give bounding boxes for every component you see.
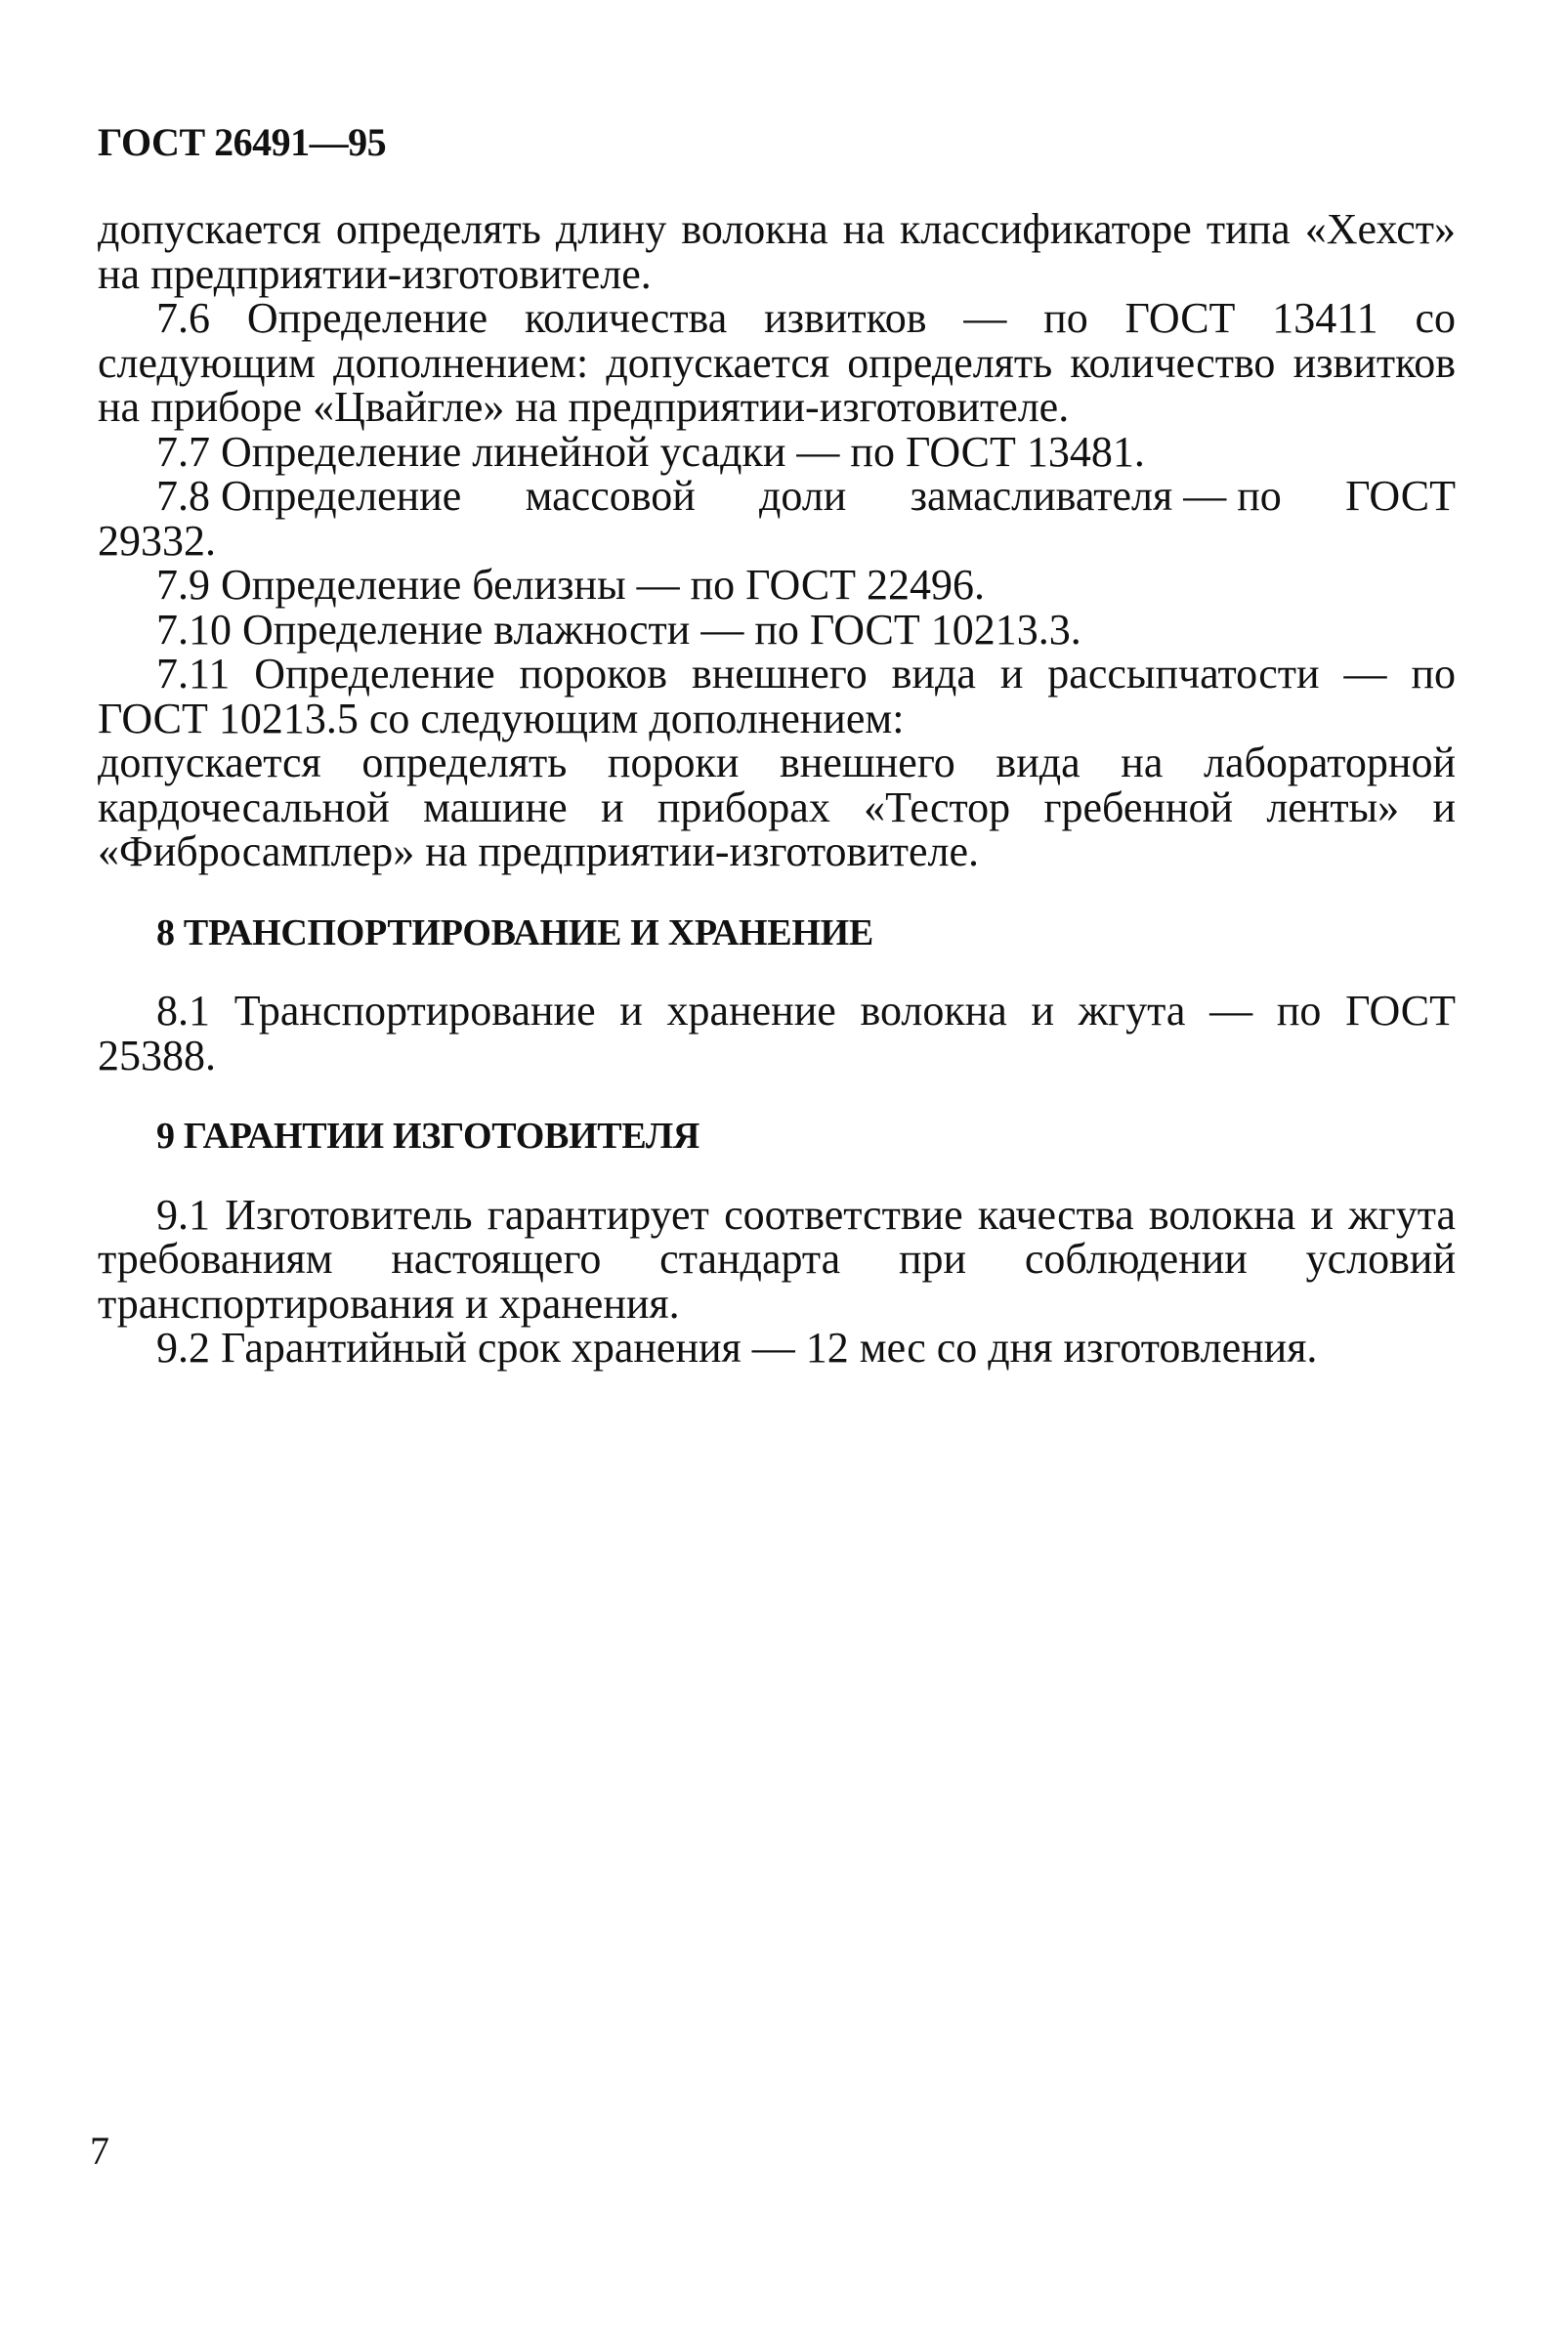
paragraph-7-8-word: доли <box>759 472 847 520</box>
paragraph-9-2: 9.2 Гарантийный срок хранения — 12 мес со дня изготовления. <box>156 1324 1318 1372</box>
spacer <box>98 874 1456 911</box>
paragraph-7-7: 7.7 Определение линейной усадки — по ГОСТ 13481. <box>156 427 1145 476</box>
paragraph-7-8-word: ГОСТ <box>1345 472 1456 520</box>
page-number: 7 <box>90 2129 109 2173</box>
paragraph-7-9: 7.9 Определение белизны — по ГОСТ 22496. <box>156 561 986 609</box>
paragraph-8-1: 8.1 Транспортирование и хранение волокна и жгута — по ГОСТ 25388. <box>98 987 1456 1079</box>
paragraph-7-8-word: 7.8 Определение <box>156 472 462 520</box>
section-heading-9: 9 ГАРАНТИИ ИЗГОТОВИТЕЛЯ <box>156 1116 700 1157</box>
paragraph-7-8-word: замасливателя — по <box>910 472 1282 520</box>
paragraph-9-1: 9.1 Изготовитель гарантирует соответствие качества волокна и жгута требованиям настоящего стандарта при соблюдении условий транспортирования и хранения. <box>98 1190 1456 1328</box>
paragraph-7-8-line <box>98 474 1456 519</box>
paragraph-7-10: 7.10 Определение влажности — по ГОСТ 10213.3. <box>156 605 1081 654</box>
section-heading-8: 8 ТРАНСПОРТИРОВАНИЕ И ХРАНЕНИЕ <box>156 911 873 953</box>
paragraph-7-11: 7.11 Определение пороков внешнего вида и рассыпчатости — по ГОСТ 10213.5 со следующим дополнением: <box>98 650 1456 742</box>
paragraph-7-8-tail: 29332. <box>98 516 216 565</box>
spacer <box>98 1160 1456 1193</box>
paragraph-7-11-continuation: допускается определять пороки внешнего вида на лабораторной кардочесальной машине и приборах «Тестор гребенной ленты» и «Фибросамплер» на предприятии-изготовителе. <box>98 739 1456 875</box>
paragraph-7-6: 7.6 Определение количества извитков — по ГОСТ 13411 со следующим дополнением: допускается определять количество извитков на приборе «Цвайгле» на предприятии-изготовителе. <box>98 294 1456 431</box>
document-header: ГОСТ 26491—95 <box>98 120 387 164</box>
paragraph-7-8 <box>98 474 1456 563</box>
paragraph-continuation: допускается определять длину волокна на классификаторе типа «Хехст» на предприятии-изготовителе. <box>98 205 1456 298</box>
spacer <box>98 955 1456 989</box>
spacer <box>98 1078 1456 1115</box>
document-body <box>98 207 1456 1371</box>
paragraph-7-8-word: массовой <box>525 472 696 520</box>
